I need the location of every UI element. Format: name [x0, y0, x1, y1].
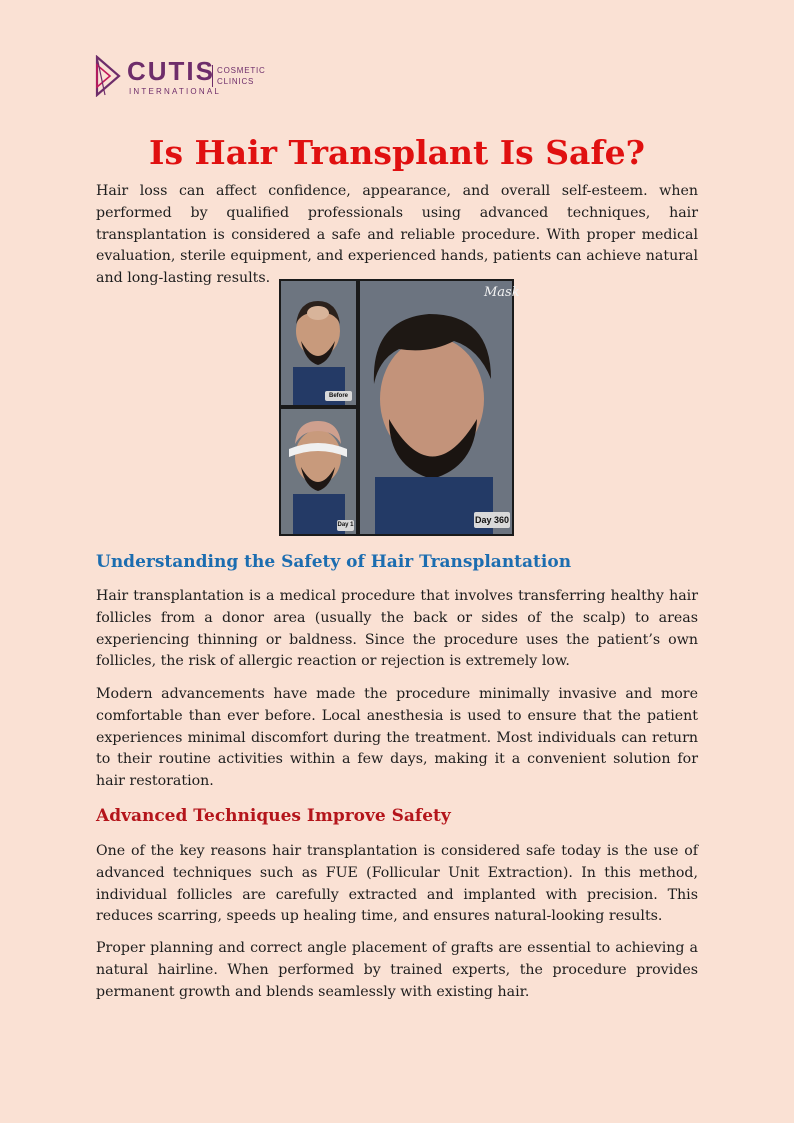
brand-tagline-line1: COSMETIC [217, 66, 266, 75]
brand-tagline-line2: CLINICS [217, 77, 255, 86]
photo-collage [279, 279, 514, 536]
section1-heading: Understanding the Safety of Hair Transplantation [96, 552, 572, 572]
brand-logo [95, 55, 265, 100]
brand-tagline [212, 65, 267, 87]
day360-label: Day 360 [474, 512, 510, 528]
section2-paragraph2: Proper planning and correct angle placement of grafts are essential to achieving a natural hairline. When performed by trained experts, the procedure provides permanent growth and blends seamlessly with existing hair. [96, 940, 698, 1000]
day1-label: Day 1 [337, 520, 354, 531]
page-title: Is Hair Transplant Is Safe? [149, 133, 645, 172]
intro-paragraph: Hair loss can affect confidence, appearance, and overall self-esteem. when performed by qualified professionals using advanced techniques, hair transplantation is considered a safe and reliable procedure. With proper medical evaluation, sterile equipment, and experienced hands, patients can achieve natural and long-lasting results. [96, 183, 698, 287]
section2-paragraph1: One of the key reasons hair transplantation is considered safe today is the use of advanced techniques such as FUE (Follicular Unit Extraction). In this method, individual follicles are carefully extracted and implanted with precision. This reduces scarring, speeds up healing time, and ensures natural-looking results. [96, 843, 698, 925]
brand-name: CUTIS [127, 56, 215, 86]
section1-paragraph2: Modern advancements have made the procedure minimally invasive and more comfortable than ever before. Local anesthesia is used to ensure that the patient experiences minimal discomfort during the treatment. Most individuals can return to their routine activities within a few days, making it a convenient solution for hair restoration. [96, 686, 698, 790]
before-after-photo [279, 279, 520, 536]
before-label: Before [325, 391, 352, 401]
logo-icon [95, 55, 121, 97]
photo-watermark: Mask [484, 285, 520, 300]
section2-heading: Advanced Techniques Improve Safety [96, 806, 451, 826]
brand-subtitle: INTERNATIONAL [129, 87, 222, 96]
section1-paragraph1: Hair transplantation is a medical procedure that involves transferring healthy hair follicles from a donor area (usually the back or sides of the scalp) to areas experiencing thinning or baldness. Since the procedure uses the patient’s own follicles, the risk of allergic reaction or rejection is extremely low. [96, 588, 698, 670]
